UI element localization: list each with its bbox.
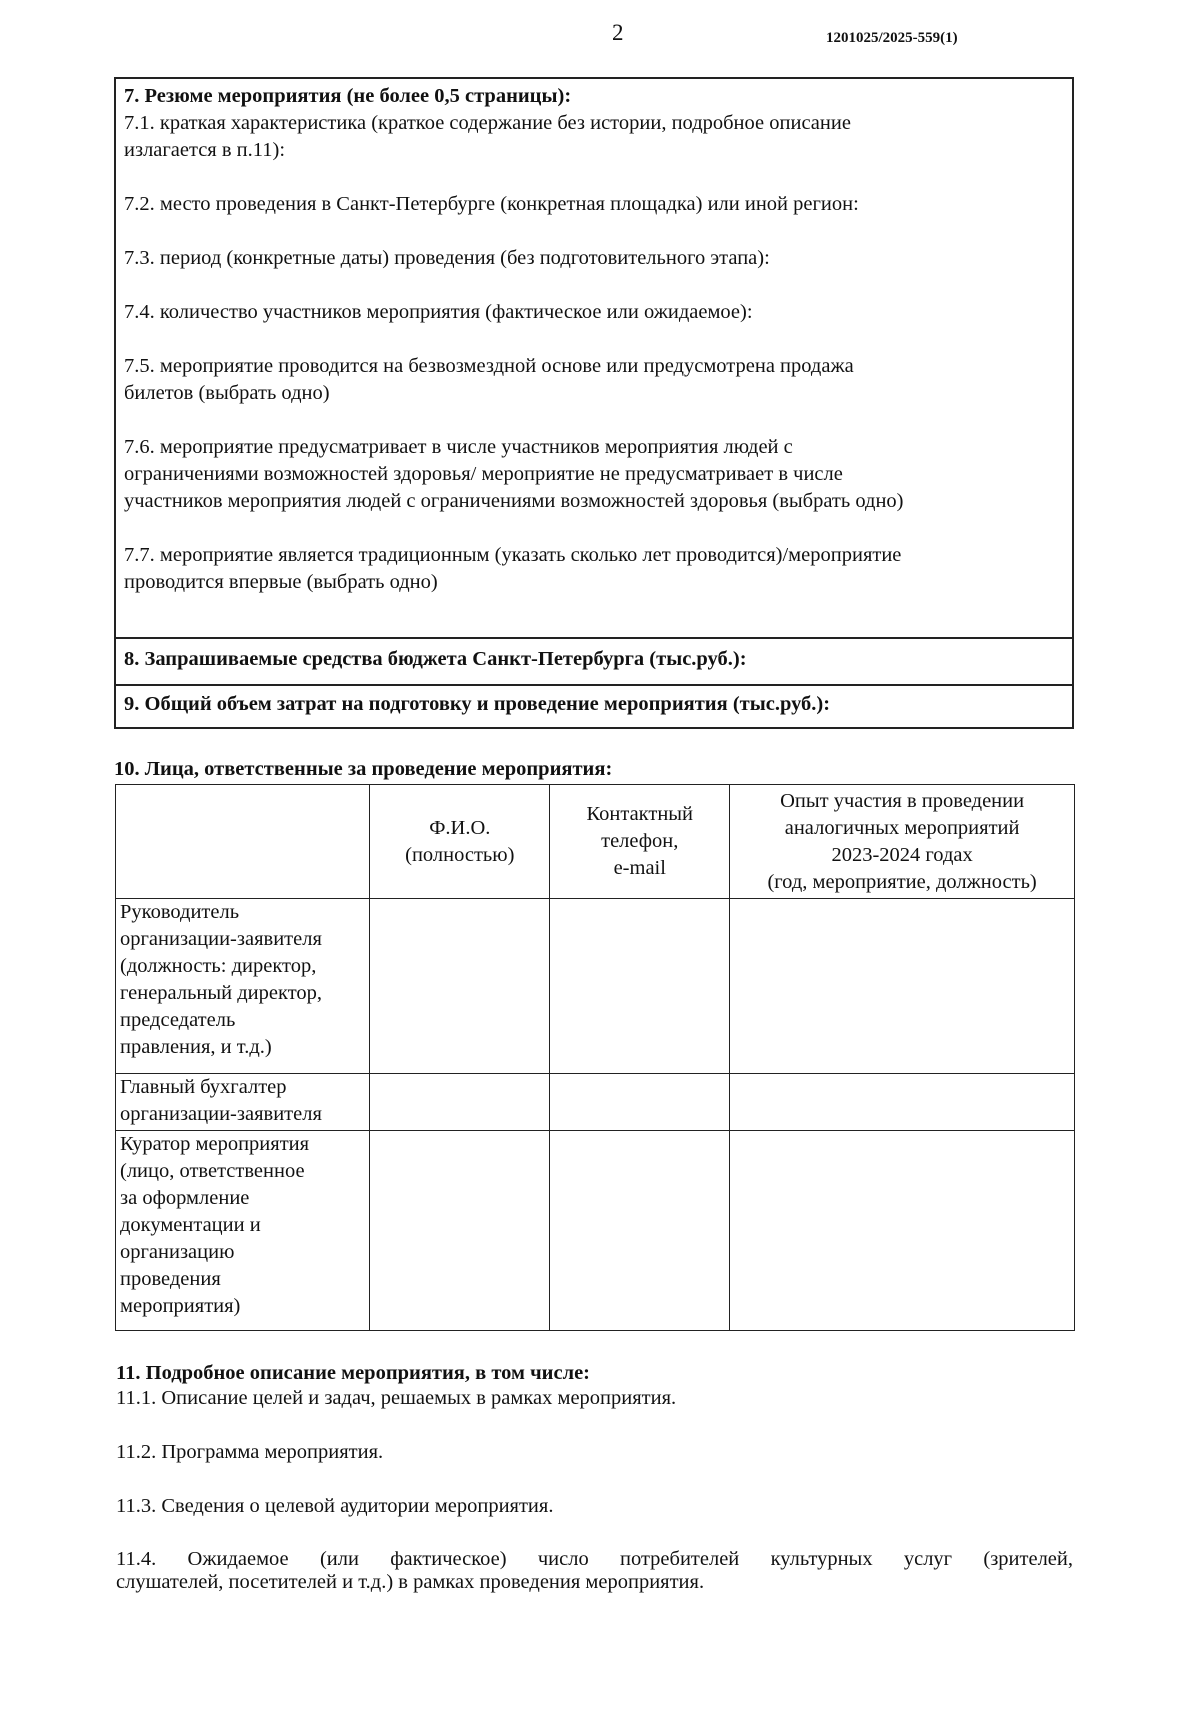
item-11-2: 11.2. Программа мероприятия.: [116, 1441, 384, 1463]
section-8-box: [114, 637, 1074, 686]
item-7-1-line: 7.1. краткая характеристика (краткое содержание без истории, подробное описание: [124, 112, 851, 134]
cell-contact[interactable]: [550, 1074, 730, 1131]
row-label-curator: [116, 1131, 370, 1331]
row-label-line: генеральный директор,: [120, 982, 323, 1004]
item-7-6-line: участников мероприятия людей с ограничениями возможностей здоровья (выбрать одно): [124, 490, 904, 512]
item-7-7-line: 7.7. мероприятие является традиционным (указать сколько лет проводится)/мероприятие: [124, 544, 902, 566]
item-7-6-line: 7.6. мероприятие предусматривает в числе участников мероприятия людей с: [124, 436, 793, 458]
item-7-7-line: проводится впервые (выбрать одно): [124, 571, 438, 593]
row-label-line: организации-заявителя: [120, 928, 322, 950]
item-11-4-line: 11.4. Ожидаемое (или фактическое) число потребителей культурных услуг (зрителей,: [116, 1548, 1073, 1570]
header-text: Ф.И.О.: [429, 816, 491, 839]
page-number: 2: [612, 20, 624, 45]
section-7-box: [114, 77, 1074, 639]
item-7-4: 7.4. количество участников мероприятия (фактическое или ожидаемое):: [124, 301, 753, 323]
item-11-4-block: [116, 1548, 1073, 1594]
header-text: 2023-2024 годах: [831, 843, 973, 866]
item-7-1-line: излагается в п.11):: [124, 139, 286, 161]
section-8-title: 8. Запрашиваемые средства бюджета Санкт-Петербурга (тыс.руб.):: [124, 648, 747, 670]
section-9-box: [114, 684, 1074, 729]
header-cell-experience: [730, 785, 1075, 899]
cell-experience[interactable]: [730, 1074, 1075, 1131]
row-label-line: мероприятия): [120, 1295, 241, 1317]
cell-fio[interactable]: [370, 1074, 550, 1131]
row-label-accountant: [116, 1074, 370, 1131]
table-row: [116, 1131, 1075, 1331]
header-cell-contact: [550, 785, 730, 899]
item-7-2: 7.2. место проведения в Санкт-Петербурге (конкретная площадка) или иной регион:: [124, 193, 859, 215]
row-label-line: Руководитель: [120, 901, 240, 923]
table-row: [116, 899, 1075, 1074]
row-label-line: организации-заявителя: [120, 1103, 322, 1125]
header-text: (год, мероприятие, должность): [767, 870, 1037, 893]
row-label-line: (должность: директор,: [120, 955, 317, 977]
row-label-line: председатель: [120, 1009, 236, 1031]
row-label-head: [116, 899, 370, 1074]
table-row: [116, 1074, 1075, 1131]
header-text: Контактный: [586, 803, 694, 825]
header-text: Опыт участия в проведении: [780, 789, 1025, 812]
row-label-line: Куратор мероприятия: [120, 1133, 310, 1155]
item-11-1: 11.1. Описание целей и задач, решаемых в рамках мероприятия.: [116, 1387, 677, 1409]
item-7-3: 7.3. период (конкретные даты) проведения (без подготовительного этапа):: [124, 247, 770, 269]
item-11-4-line: слушателей, посетителей и т.д.) в рамках проведения мероприятия.: [116, 1571, 705, 1593]
cell-experience[interactable]: [730, 1131, 1075, 1331]
section-10-title: 10. Лица, ответственные за проведение мероприятия:: [114, 758, 613, 780]
row-label-line: Главный бухгалтер: [120, 1076, 287, 1098]
responsible-persons-table: [115, 784, 1075, 1331]
row-label-line: правления, и т.д.): [120, 1036, 272, 1058]
header-cell-empty: [116, 785, 370, 899]
header-text: телефон,: [601, 830, 679, 852]
document-code: 1201025/2025-559(1): [826, 30, 958, 46]
header-text: аналогичных мероприятий: [784, 816, 1020, 839]
cell-fio[interactable]: [370, 1131, 550, 1331]
cell-experience[interactable]: [730, 899, 1075, 1074]
cell-contact[interactable]: [550, 899, 730, 1074]
item-7-5-line: 7.5. мероприятие проводится на безвозмездной основе или предусмотрена продажа: [124, 355, 854, 377]
cell-contact[interactable]: [550, 1131, 730, 1331]
section-7-title: 7. Резюме мероприятия (не более 0,5 страницы):: [124, 85, 572, 107]
row-label-line: (лицо, ответственное: [120, 1160, 305, 1182]
cell-fio[interactable]: [370, 899, 550, 1074]
row-label-line: проведения: [120, 1268, 221, 1290]
item-7-6-line: ограничениями возможностей здоровья/ мероприятие не предусматривает в числе: [124, 463, 843, 485]
table-header-row: [116, 785, 1075, 899]
section-11-title: 11. Подробное описание мероприятия, в том числе:: [116, 1362, 590, 1384]
row-label-line: документации и: [120, 1214, 261, 1236]
header-text: (полностью): [405, 843, 515, 866]
row-label-line: за оформление: [120, 1187, 250, 1209]
header-cell-fio: [370, 785, 550, 899]
section-9-title: 9. Общий объем затрат на подготовку и проведение мероприятия (тыс.руб.):: [124, 693, 831, 715]
row-label-line: организацию: [120, 1241, 235, 1263]
item-7-5-line: билетов (выбрать одно): [124, 382, 330, 404]
item-11-3: 11.3. Сведения о целевой аудитории мероприятия.: [116, 1495, 554, 1517]
header-text: e-mail: [613, 857, 666, 879]
